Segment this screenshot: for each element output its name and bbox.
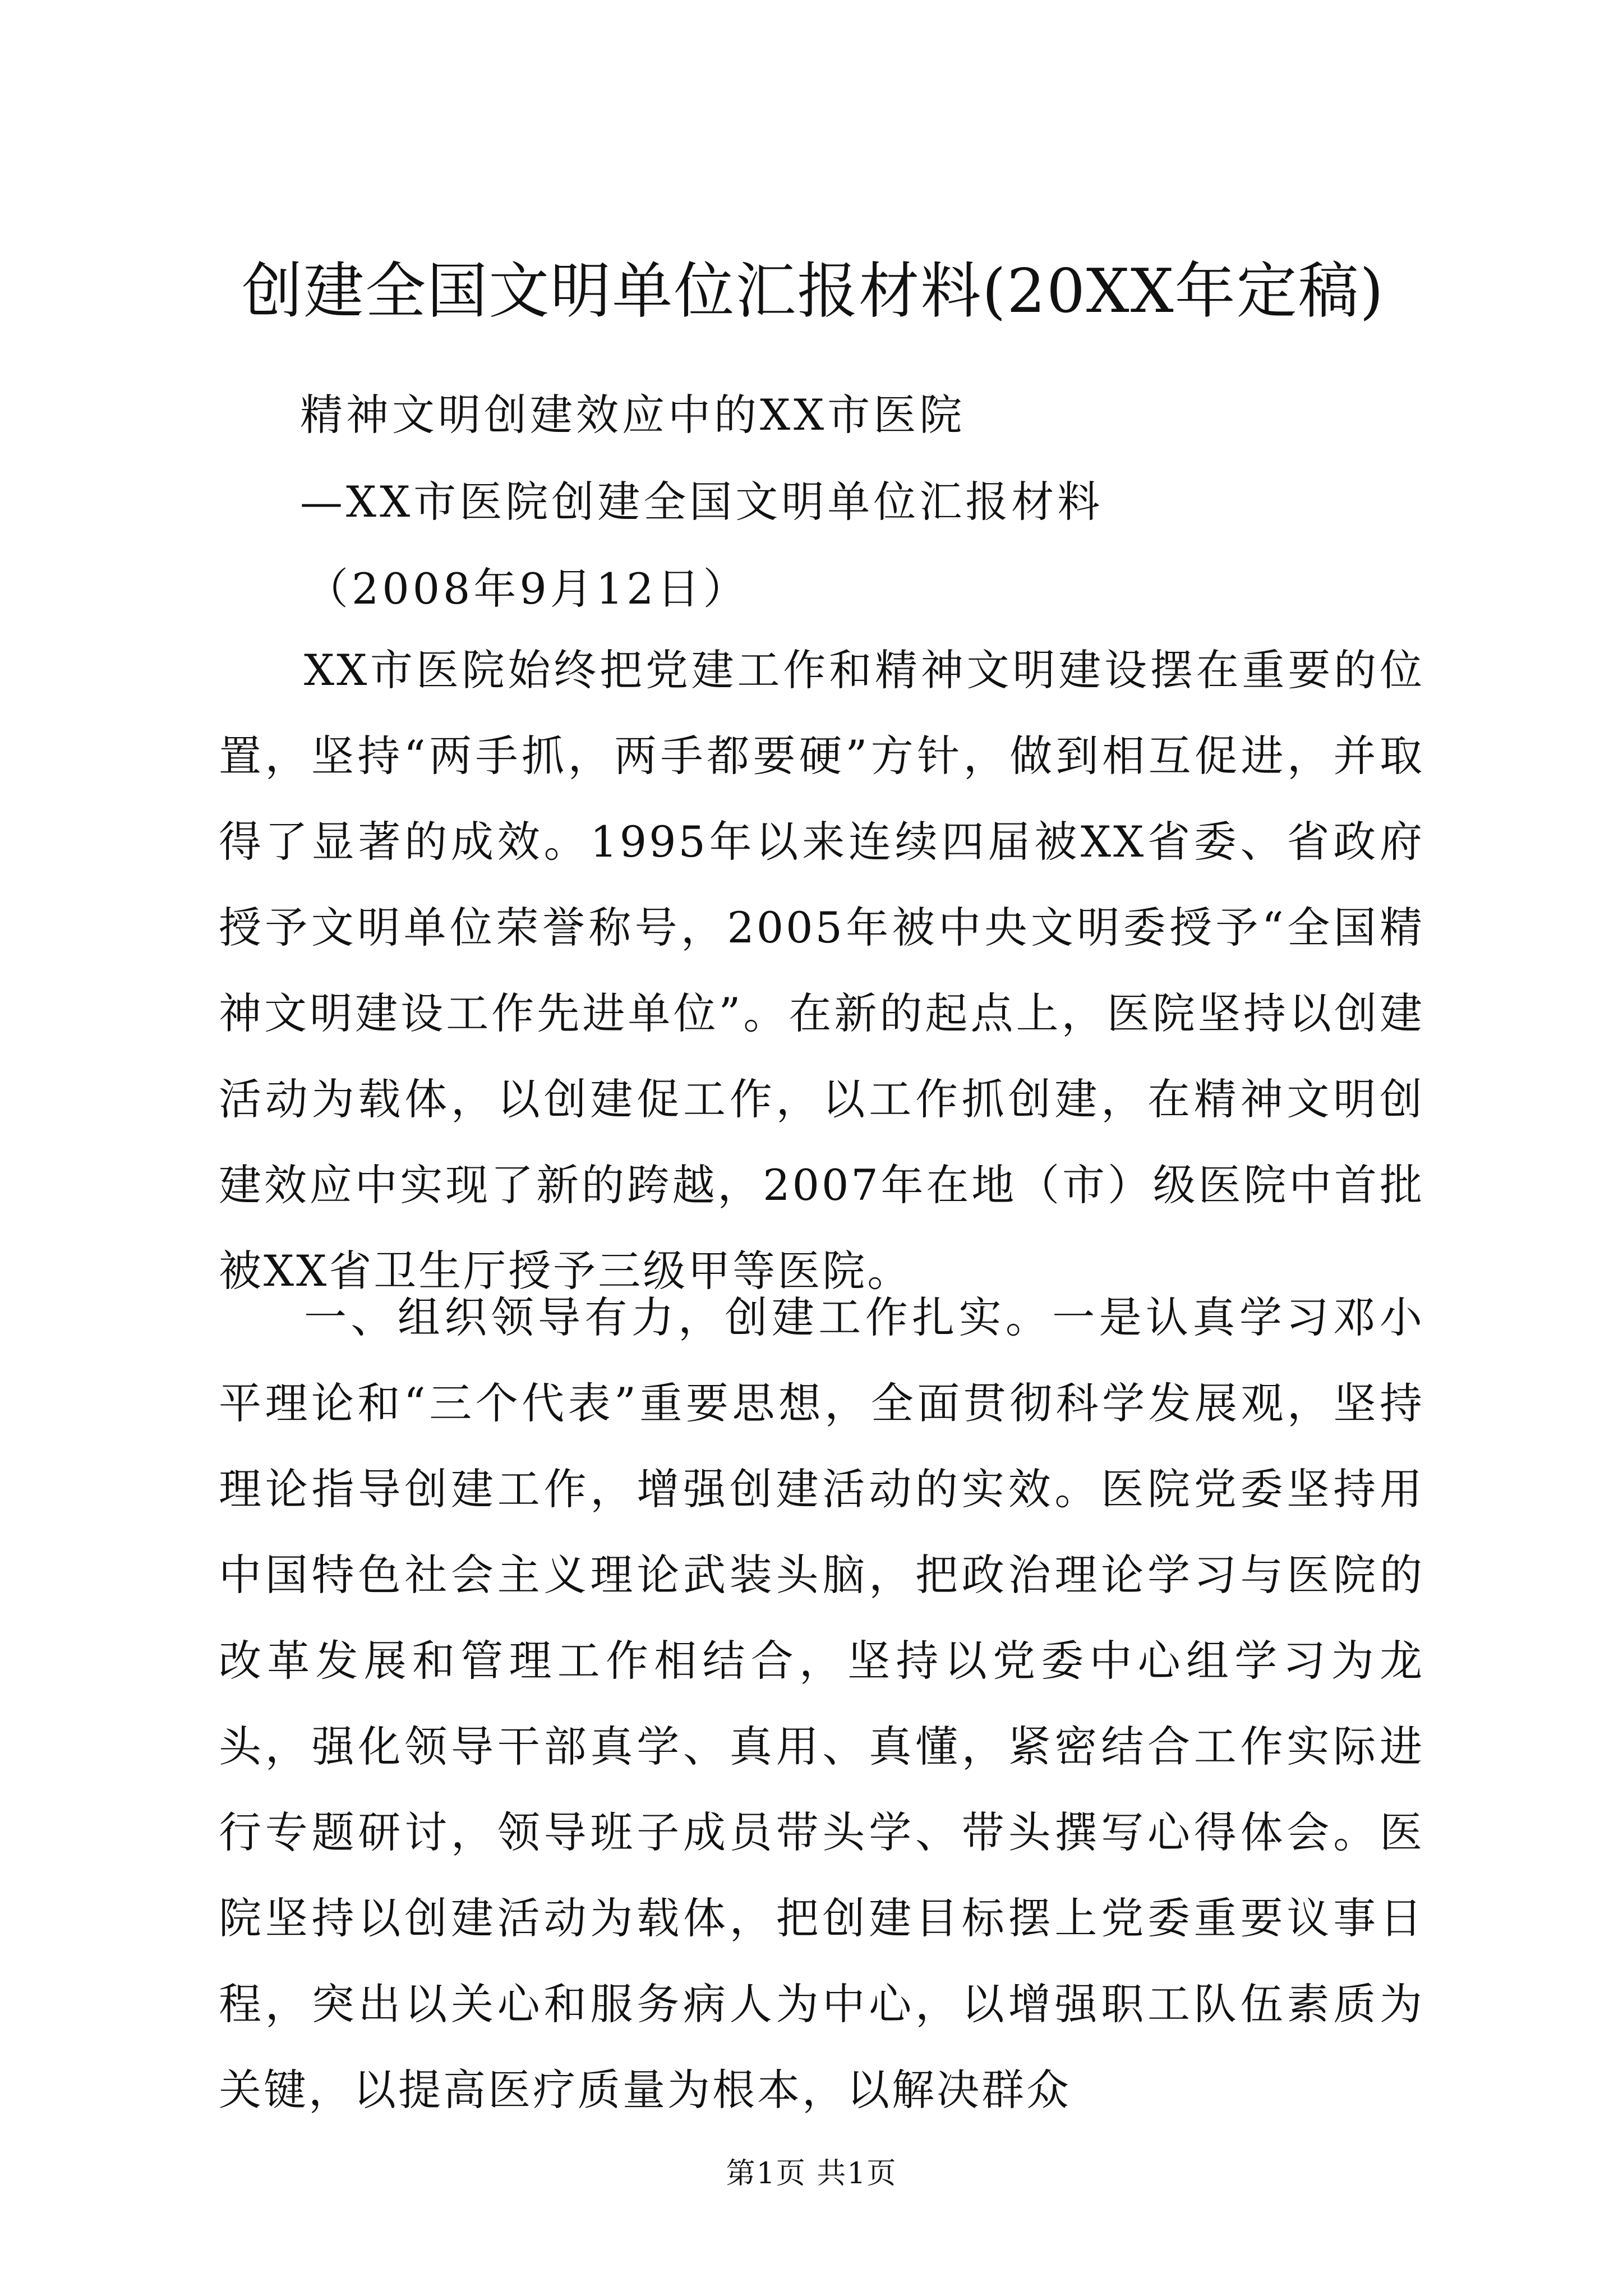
document-title: 创建全国文明单位汇报材料(20XX年定稿) [242,256,1385,326]
subtitle-secondary: —XX市医院创建全国文明单位汇报材料 [300,477,1104,527]
paragraph-intro: XX市医院始终把党建工作和精神文明建设摆在重要的位置，坚持“两手抓，两手都要硬”方针，做到相互促进，并取得了显著的成效。1995年以来连续四届被XX省委、省政府授予文明单位荣誉称号，2005年被中央文明委授予“全国精神文明建设工作先进单位”。在新的起点上，医院坚持以创建活动为载体，以创建促工作，以工作抓创建，在精神文明创建效应中实现了新的跨越，2007年在地（市）级医院中首批被XX省卫生厅授予三级甲等医院。 [219,645,1424,1296]
subtitle-main: 精神文明创建效应中的XX市医院 [300,390,966,440]
paragraph-section-one: 一、组织领导有力，创建工作扎实。一是认真学习邓小平理论和“三个代表”重要思想，全面贯彻科学发展观，坚持理论指导创建工作，增强创建活动的实效。医院党委坚持用中国特色社会主义理论武装头脑，把政治理论学习与医院的改革发展和管理工作相结合，坚持以党委中心组学习为龙头，强化领导干部真学、真用、真懂，紧密结合工作实际进行专题研讨，领导班子成员带头学、带头撰写心得体会。医院坚持以创建活动为载体，把创建目标摆上党委重要议事日程，突出以关心和服务病人为中心，以增强职工队伍素质为关键，以提高医疗质量为根本，以解决群众 [219,1292,1424,2115]
page-footer: 第1页 共1页 [726,2157,897,2191]
date-line: （2008年9月12日） [306,564,749,614]
